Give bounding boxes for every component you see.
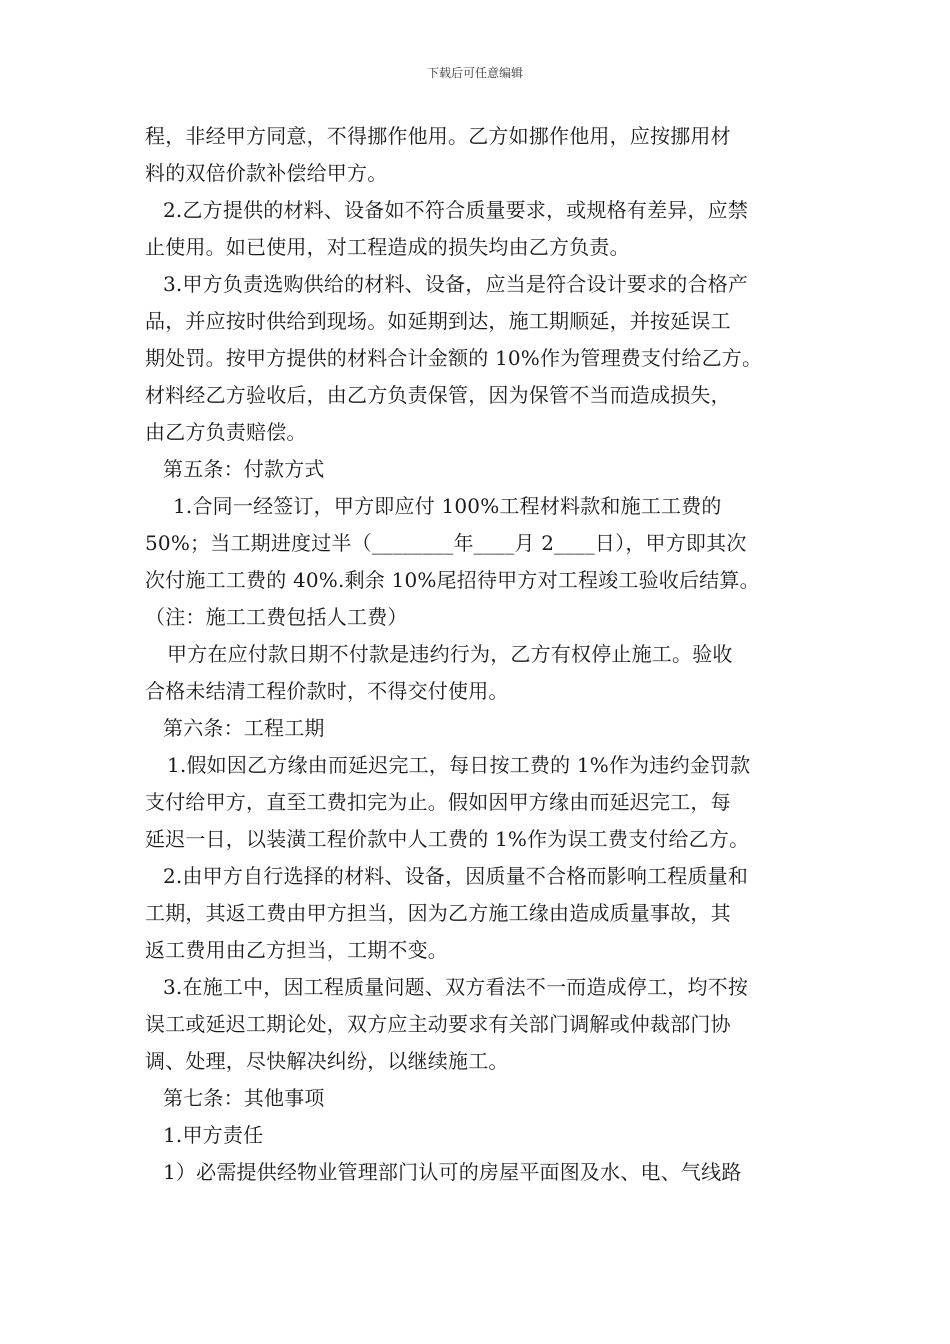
body-line: 工期，其返工费由甲方担当，因为乙方施工缘由造成质量事故，其: [145, 901, 731, 925]
clause-item: 2.乙方提供的材料、设备如不符合质量要求，或规格有差异，应禁: [163, 198, 749, 222]
note-line: （注：施工工费包括人工费）: [145, 605, 408, 629]
article-heading-5: 第五条：付款方式: [163, 457, 325, 481]
article-heading-7: 第七条：其他事项: [163, 1086, 325, 1110]
clause-item: 1.合同一经签订，甲方即应付 100%工程材料款和施工工费的: [173, 494, 722, 518]
clause-item: 1.假如因乙方缘由而延迟完工，每日按工费的 1%作为违约金罚款: [167, 753, 751, 777]
page-header: 下载后可任意编辑: [426, 66, 523, 80]
body-line: 调、处理，尽快解决纠纷，以继续施工。: [145, 1049, 509, 1073]
body-line: 材料经乙方验收后，由乙方负责保管，因为保管不当而造成损失，: [145, 383, 731, 407]
body-line: 期处罚。按甲方提供的材料合计金额的 10%作为管理费支付给乙方。: [145, 346, 763, 370]
body-line: 返工费用由乙方担当，工期不变。: [145, 938, 448, 962]
body-line: 程，非经甲方同意，不得挪作他用。乙方如挪作他用，应按挪用材: [145, 124, 731, 148]
body-line: 品，并应按时供给到现场。如延期到达，施工期顺延，并按延误工: [145, 309, 731, 333]
body-line: 延迟一日，以装潢工程价款中人工费的 1%作为误工费支付给乙方。: [145, 827, 750, 851]
body-line: 次付施工工费的 40%.剩余 10%尾招待甲方对工程竣工验收后结算。: [145, 568, 760, 592]
body-line: 甲方在应付款日期不付款是违约行为，乙方有权停止施工。验收: [167, 642, 733, 666]
clause-item: 1.甲方责任: [163, 1123, 264, 1147]
body-line: 误工或延迟工期论处，双方应主动要求有关部门调解或仲裁部门协: [145, 1012, 731, 1036]
body-line: 止使用。如已使用，对工程造成的损失均由乙方负责。: [145, 235, 630, 259]
clause-item: 2.由甲方自行选择的材料、设备，因质量不合格而影响工程质量和: [163, 864, 749, 888]
body-line: 由乙方负责赔偿。: [145, 420, 307, 444]
article-heading-6: 第六条：工程工期: [163, 716, 325, 740]
sub-clause-item: 1）必需提供经物业管理部门认可的房屋平面图及水、电、气线路: [163, 1160, 742, 1184]
body-line: 合格未结清工程价款时，不得交付使用。: [145, 679, 509, 703]
body-line: 50%；当工期进度过半（________年____月 2____日），甲方即其次: [145, 531, 747, 555]
body-line: 支付给甲方，直至工费扣完为止。假如因甲方缘由而延迟完工，每: [145, 790, 731, 814]
clause-item: 3.甲方负责选购供给的材料、设备，应当是符合设计要求的合格产: [163, 272, 749, 296]
document-body: [145, 118, 825, 1191]
body-line: 料的双倍价款补偿给甲方。: [145, 161, 388, 185]
clause-item: 3.在施工中，因工程质量问题、双方看法不一而造成停工，均不按: [163, 975, 749, 999]
